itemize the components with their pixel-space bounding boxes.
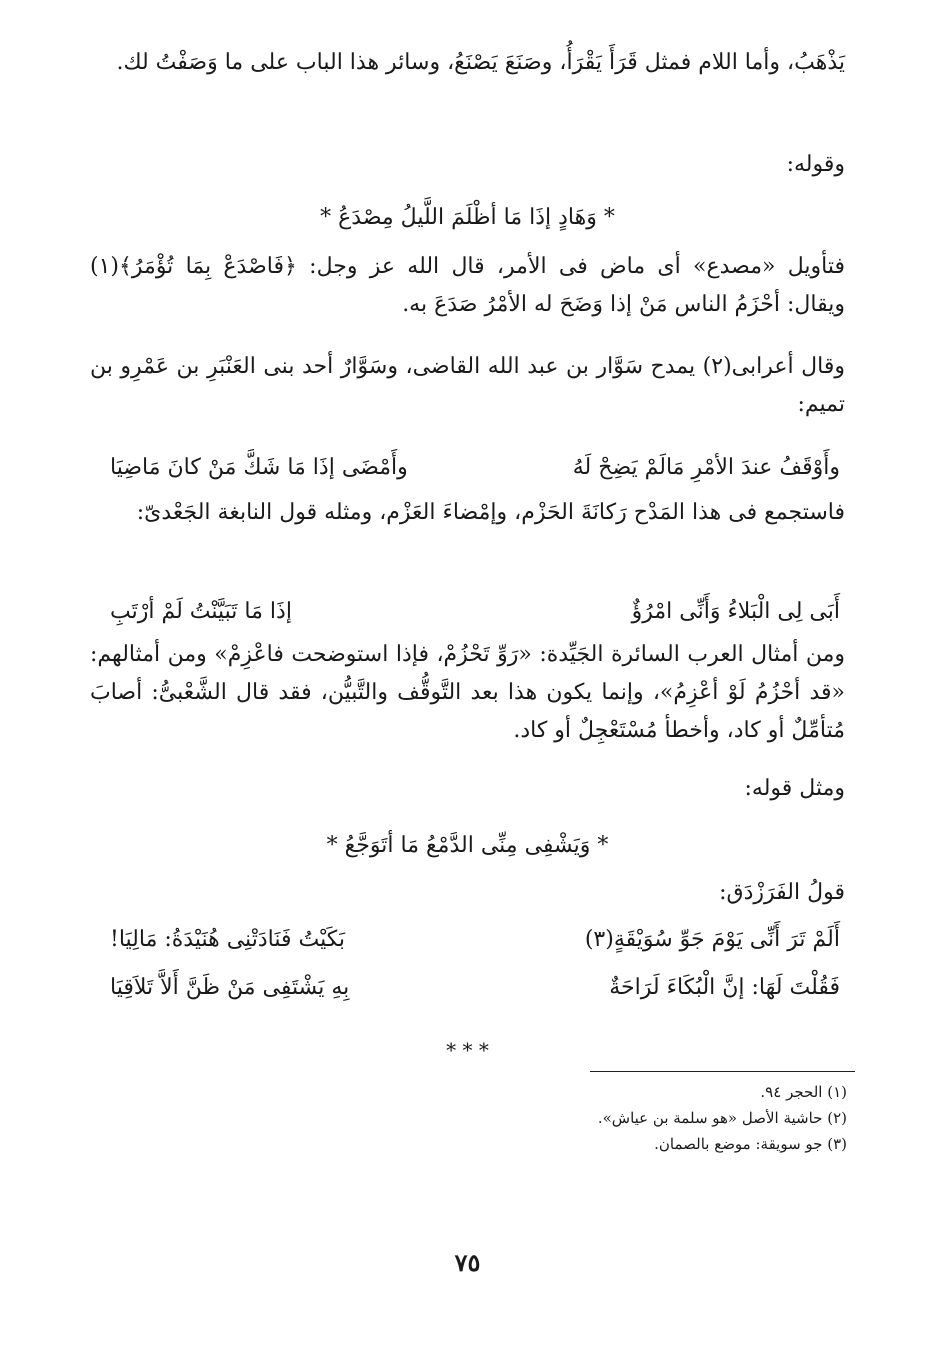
verse-hemistich-2: * وَيَشْفِى مِنِّى الدَّمْعُ مَا أتَوَجَّعُ * — [326, 833, 609, 858]
couplet — [110, 592, 840, 632]
hemistich-first: أَبَى لِى الْبَلاءُ وَأَنِّى امْرُؤٌ — [631, 599, 840, 624]
couplet — [110, 448, 840, 488]
paragraph-intro-quote: وقوله: — [786, 152, 845, 177]
section-end-stars: * * * — [446, 1038, 489, 1062]
paragraph-nabigha: فاستجمع فى هذا المَدْح رَكانَةَ الحَزْم، وإمْضاءَ العَزْم، ومثله قول النابغة الجَعْدىّ: — [136, 500, 845, 525]
hemistich-second: بِهِ يَشْتَفِى مَنْ ظَنَّ أَلاَّ تَلاَقِيَا — [110, 975, 350, 1000]
footnote-separator — [590, 1071, 855, 1072]
footnote-1: (١) الحجر ٩٤. — [760, 1083, 847, 1101]
paragraph-tafsir: فتأويل «مصدع» أى ماض فى الأمر، قال الله عز وجل: ﴿فَاصْدَعْ بِمَا تُؤْمَرُ﴾(١) ويقال: أحْزَمُ الناس مَنْ إذا وَضَحَ له الأمْرُ صَدَعَ به. — [90, 254, 845, 317]
page-number: ٧٥ — [454, 1248, 481, 1277]
paragraph-farazdaq: قولُ الفَرَزْدَق: — [719, 880, 845, 905]
hemistich-first: وأَوْقَفُ عندَ الأمْرِ مَالَمْ يَضِحْ لَهُ — [572, 455, 840, 480]
couplet — [110, 968, 840, 1008]
verse-hemistich-1: * وَهَادٍ إذَا مَا أظْلَمَ اللَّيلُ مِصْدَعُ * — [320, 205, 615, 230]
footnote-3: (٣) جو سويقة: موضع بالصمان. — [654, 1135, 847, 1153]
paragraph-morphology: يَذْهَبُ، وأما اللام فمثل قَرَأَ يَقْرَأُ، وصَنَعَ يَصْنَعُ، وسائر هذا الباب على ما وَصَفْتُ لك. — [116, 50, 845, 75]
paragraph-intro-quote-2: ومثل قوله: — [744, 776, 845, 801]
paragraph-arab-praise: وقال أعرابى(٢) يمدح سَوَّار بن عبد الله القاضى، وسَوَّارٌ أحد بنى العَنْبَرِ بن عَمْرِو بن تميم: — [90, 354, 845, 417]
paragraph-proverbs: ومن أمثال العرب السائرة الجَيِّدة: «رَوِّ تَحْزُمْ، فإذا استوضحت فاعْزِمْ» ومن أمثالهم: «قد أحْزُمُ لَوْ أعْزِمُ»، وإنما يكون هذا بعد التَّوقُّف والتَّبيُّن، فقد قال الشَّعْبىُّ: أصابَ مُتأمِّلٌ أو كاد، وأخطأ مُسْتَعْجِلٌ أو كاد. — [90, 642, 845, 743]
footnote-2: (٢) حاشية الأصل «هو سلمة بن عياش». — [597, 1109, 847, 1127]
couplet — [110, 920, 840, 960]
hemistich-first: أَلَمْ تَرَ أَنِّى يَوْمَ جَوِّ سُوَيْقَةٍ(٣) — [584, 927, 840, 952]
hemistich-second: إذَا مَا تَبَيَّنْتُ لَمْ أرْتَبِ — [110, 599, 292, 624]
hemistich-first: فَقُلْتَ لَهَا: إنَّ الْبُكَاءَ لَرَاحَةٌ — [609, 975, 840, 1000]
hemistich-second: وأَمْضَى إذَا مَا شَكَّ مَنْ كانَ مَاضِيَا — [110, 455, 408, 480]
hemistich-second: بَكَيْتُ فَنَادَتْنِى هُنَيْدَةُ: مَالِيَا! — [110, 927, 345, 952]
